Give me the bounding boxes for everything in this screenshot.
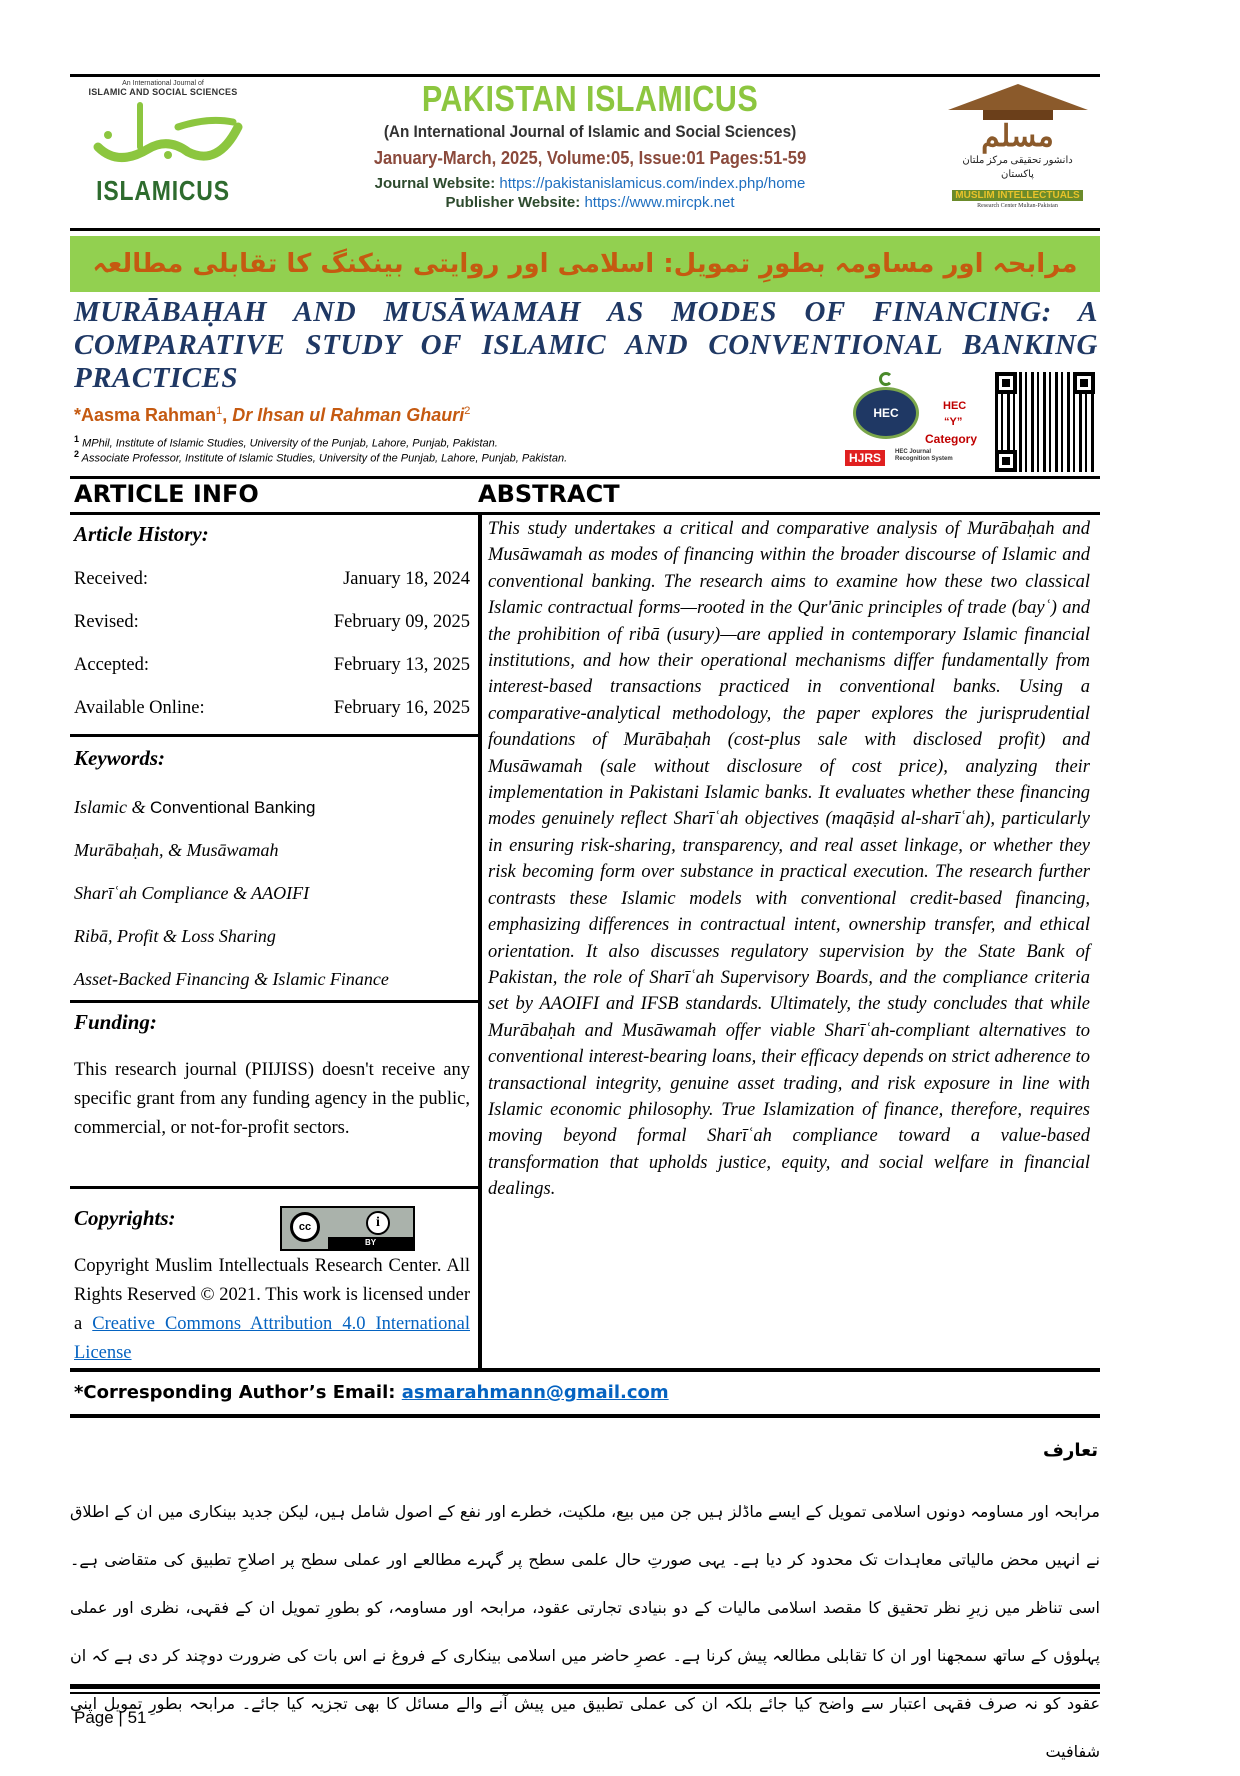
corresponding-email-link[interactable]: asmarahmann@gmail.com: [401, 1382, 669, 1403]
hjrs-sub-2: Recognition System: [895, 456, 953, 462]
history-date: January 18, 2024: [343, 569, 470, 589]
history-row-received: [74, 568, 470, 611]
journal-website-link[interactable]: https://pakistanislamicus.com/index.php/home: [499, 175, 806, 192]
authors: *Aasma Rahman$^1$, Dr Ihsan ul Rahman Ghauri$^2$: [74, 405, 471, 425]
graduation-cap-base: [983, 110, 1053, 120]
affiliation-1-text: MPhil, Institute of Islamic Studies, University of the Punjab, Lahore, Punjab, Pakistan.: [82, 437, 498, 450]
publisher-website-line: [260, 193, 920, 212]
footer-rule-thick: [70, 1684, 1100, 1689]
keyword-item: [74, 968, 474, 1011]
funding-text: This research journal (PIIJISS) doesn't receive any specific grant from any funding agency in the public, commercial, or not-for-profit sectors.: [74, 1060, 470, 1138]
logo-tagline-small: An International Journal of: [122, 80, 204, 87]
logo-sublabel: Research Center Multan-Pakistan: [977, 203, 1058, 209]
qr-code[interactable]: [995, 372, 1095, 472]
keywords-heading: Keywords:: [74, 746, 165, 770]
journal-header: [260, 78, 920, 212]
keyword-italic: Murābaḥah, & Musāwamah: [74, 840, 279, 860]
copyrights-rule: [70, 1186, 480, 1189]
info-heading-rule: [70, 512, 1100, 515]
history-date: February 13, 2025: [333, 655, 470, 675]
keywords-rule: [70, 734, 480, 737]
attribution-icon: i: [366, 1211, 390, 1235]
muslim-intellectuals-logo: [945, 84, 1090, 224]
cc-icon: cc: [290, 1212, 320, 1242]
keyword-plain: Conventional Banking: [150, 798, 316, 817]
history-label: Accepted:: [74, 655, 149, 675]
footer-rule-thin: [70, 1692, 1100, 1694]
history-row-accepted: [74, 654, 470, 697]
keyword-item: [74, 925, 474, 968]
hjrs-sub-1: HEC Journal: [895, 449, 932, 455]
funding-rule: [70, 1000, 480, 1003]
author-1-sup: 1: [216, 405, 223, 417]
logo-urdu-sub: دانشور تحقیقی مرکز ملتان پاکستان: [962, 155, 1073, 180]
logo-urdu-word: مسلم: [981, 120, 1054, 153]
logo-wordmark: ISLAMICUS: [96, 175, 230, 206]
history-list: [74, 568, 470, 740]
affiliation-1-sup: 1: [74, 434, 80, 444]
history-date: February 09, 2025: [333, 612, 470, 632]
affiliation-2: [74, 449, 567, 465]
info-top-rule: [70, 476, 1100, 479]
author-2-sup: 2: [464, 405, 471, 417]
graduation-cap-icon: [948, 84, 1088, 110]
journal-website-label: Journal Website:: [374, 175, 496, 192]
publisher-website-link[interactable]: https://www.mircpk.net: [584, 194, 735, 211]
column-divider: [478, 512, 482, 1368]
keywords-list: [74, 796, 474, 1011]
hjrs-sub: [895, 449, 953, 463]
journal-website-line: [260, 174, 920, 193]
article-title: MURĀBAḤAH AND MUSĀWAMAH AS MODES OF FINANCING: A COMPARATIVE STUDY OF ISLAMIC AND CONVENTIONAL BANKING PRACTICES: [74, 296, 1098, 394]
issue-info: January-March, 2025, Volume:05, Issue:01 Pages:51-59: [373, 148, 807, 168]
article-history-heading: Article History:: [74, 522, 209, 546]
urdu-section-body: مرابحہ اور مساومہ دونوں اسلامی تمویل کے ایسے ماڈلز ہیں جن میں بیع، ملکیت، خطرے اور نفع کے اصول شامل ہیں، لیکن جدید بینکاری میں ان کے اطلاق نے انہیں محض مالیاتی معاہدات تک محدود کر دیا ہے۔ یہی صورتِ حال علمی سطح پر گہرے مطالعے اور عملی سطح پر اصلاحِ تطبیق کی متقاضی ہے۔ اسی تناظر میں زیرِ نظر تحقیق کا مقصد اسلامی مالیات کے دو بنیادی تجارتی عقود، مرابحہ اور مساومہ، کو بطورِ تمویل ان کے فقہی، نظری اور عملی پہلوؤں کے ساتھ سمجھنا اور ان کا تقابلی مطالعہ پیش کرنا ہے۔ عصرِ حاضر میں اسلامی بینکاری کے فروغ نے اس بات کی ضرورت دوچند کر دی ہے کہ ان عقود کو نہ صرف فقہی اعتبار سے واضح کیا جائے بلکہ ان کی عملی تطبیق میں پیش آنے والے مسائل کا بھی تجزیہ کیا جائے۔ مرابحہ بطورِ تمویل اپنی شفافیت: [70, 1502, 1100, 1761]
cc-by-badge[interactable]: [280, 1206, 415, 1251]
calligraphy-icon: [78, 97, 248, 175]
affiliation-2-text: Associate Professor, Institute of Islamic Studies, University of the Punjab, Lahore, Punjab, Pakistan.: [81, 452, 568, 465]
keyword-item: [74, 839, 474, 882]
by-label: BY: [328, 1237, 413, 1249]
qr-finder-icon: [995, 450, 1017, 472]
funding-heading: Funding:: [74, 1010, 157, 1034]
header-rule: [70, 228, 1100, 231]
publisher-website-label: Publisher Website:: [445, 194, 581, 211]
page-number: Page | 51: [74, 1708, 147, 1727]
crescent-icon: [879, 372, 893, 386]
keyword-italic: Sharīʿah Compliance & AAOIFI: [74, 883, 310, 903]
hec-category-badge: [845, 372, 1000, 472]
copyright-statement: Copyright Muslim Intellectuals Research Center. All Rights Reserved © 2021. This work is licensed under a: [74, 1256, 470, 1334]
history-label: Revised:: [74, 612, 139, 632]
history-date: February 16, 2025: [333, 698, 470, 718]
islamicus-logo: [78, 80, 248, 222]
hec-category-letter: “Y”: [944, 416, 963, 428]
history-label: Received:: [74, 569, 148, 589]
author-2: Dr Ihsan ul Rahman Ghauri: [232, 405, 465, 425]
hjrs-label: HJRS: [845, 450, 885, 466]
qr-finder-icon: [995, 372, 1017, 394]
history-row-revised: [74, 611, 470, 654]
journal-subtitle: (An International Journal of Islamic and Social Sciences): [383, 122, 797, 141]
license-link[interactable]: Creative Commons Attribution 4.0 International License: [74, 1314, 470, 1363]
keyword-italic: Asset-Backed Financing & Islamic Finance: [74, 969, 389, 989]
hec-label: HEC: [943, 400, 967, 412]
article-info-heading: ARTICLE INFO: [74, 480, 259, 508]
copyrights-heading: Copyrights:: [74, 1206, 176, 1230]
abstract-heading: ABSTRACT: [478, 480, 620, 508]
hec-category-label: Category: [925, 432, 978, 446]
top-rule: [70, 74, 1100, 77]
corresponding-author: [74, 1382, 669, 1403]
keyword-item: [74, 882, 474, 925]
keyword-italic: Ribā, Profit & Loss Sharing: [74, 926, 276, 946]
history-label: Available Online:: [74, 698, 205, 718]
urdu-title: مرابحہ اور مساومہ بطورِ تمویل: اسلامی اور روایتی بینکنگ کا تقابلی مطالعہ: [92, 249, 1078, 279]
copyright-text: [74, 1252, 470, 1368]
keyword-item: [74, 796, 474, 839]
urdu-title-banner: [70, 236, 1100, 292]
logo-tagline: ISLAMIC AND SOCIAL SCIENCES: [88, 87, 238, 97]
affiliation-2-sup: 2: [74, 449, 80, 459]
hec-emblem: HEC: [853, 387, 919, 439]
abstract-text: This study undertakes a critical and comparative analysis of Murābaḥah and Musāwamah as modes of financing within the broader discourse of Islamic and conventional banking. The research aims to examine how these two classical Islamic contractual forms—rooted in the Qur'ānic principles of trade (bayʿ) and the prohibition of ribā (usury)—are applied in contemporary Islamic financial institutions, and how their operational mechanisms differ fundamentally from interest-based transactions practiced in conventional banks. Using a comparative-analytical methodology, the paper explores the jurisprudential foundations of Murābaḥah (cost-plus sale with disclosed profit) and Musāwamah (sale without disclosure of cost price), analyzing their implementation in Pakistani Islamic banks. It evaluates whether these financing modes genuinely reflect Sharīʿah objectives (maqāṣid al-sharīʿah), particularly in ensuring risk-sharing, transparency, and real asset linkage, or whether they risk becoming form over substance in practical execution. The research further contrasts these Islamic models with conventional credit-based financing, emphasizing differences in contractual intent, ownership transfer, and ethical orientation. It also discusses regulatory supervision by the State Bank of Pakistan, the role of Sharīʿah Supervisory Boards, and the compliance criteria set by AAOIFI and IFSB standards. Ultimately, the study concludes that while Murābaḥah and Musāwamah offer viable Sharīʿah-compliant alternatives to conventional interest-bearing loans, their efficacy depends on strict adherence to transactional integrity, genuine asset trading, and risk exposure in line with Islamic economic philosophy. True Islamization of finance, therefore, requires moving beyond formal Sharīʿah compliance toward a value-based transformation that upholds justice, equity, and social welfare in financial dealings.: [488, 519, 1090, 1200]
logo-label: MUSLIM INTELLECTUALS: [952, 190, 1082, 201]
urdu-section-heading: تعارف: [1043, 1440, 1098, 1461]
corresponding-label: *Corresponding Author’s Email:: [74, 1382, 402, 1403]
journal-title: PAKISTAN ISLAMICUS: [421, 78, 759, 119]
qr-finder-icon: [1073, 372, 1095, 394]
affiliation-1: [74, 434, 498, 450]
email-bottom-rule: [70, 1414, 1100, 1418]
abstract-bottom-rule: [70, 1368, 1100, 1372]
keyword-italic: Islamic &: [74, 797, 150, 817]
author-1: *Aasma Rahman: [74, 405, 217, 425]
